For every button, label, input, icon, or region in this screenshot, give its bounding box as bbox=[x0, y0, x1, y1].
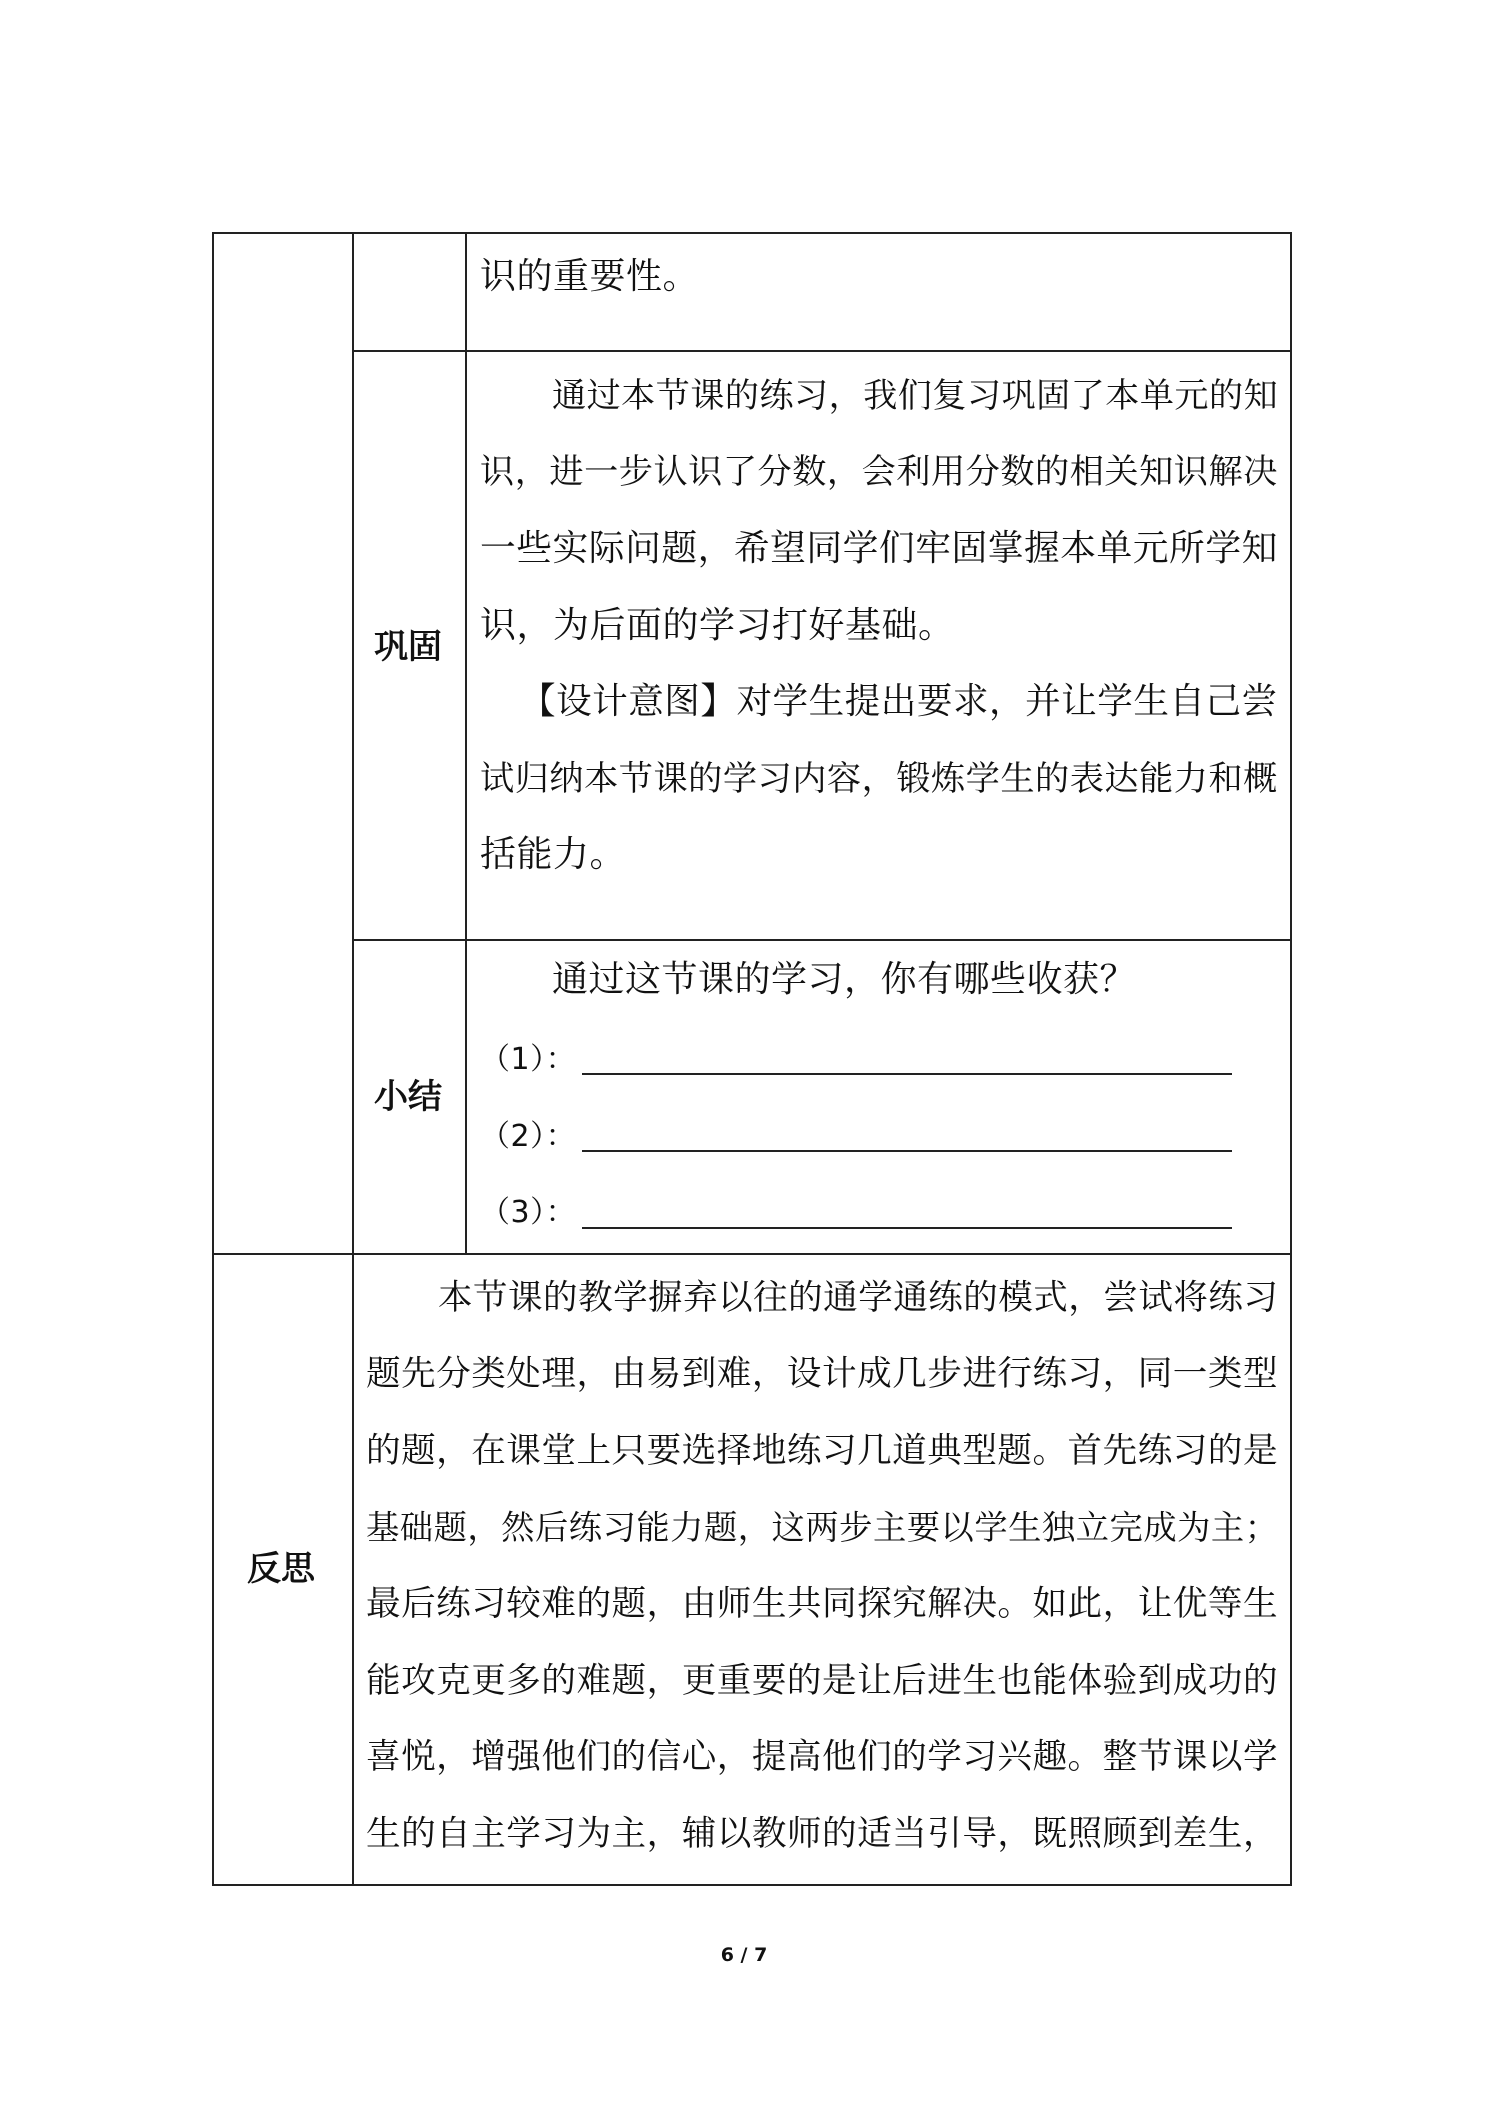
answer-line-3 bbox=[582, 1227, 1232, 1229]
column-divider-2 bbox=[465, 232, 467, 1255]
reflection-line: 生的自主学习为主，辅以教师的适当引导，既照顾到差生， bbox=[366, 1814, 1279, 1854]
column-divider-1 bbox=[352, 232, 354, 1886]
reflection-line: 本节课的教学摒弃以往的通学通练的模式，尝试将练习 bbox=[438, 1278, 1279, 1318]
continuation-text: 识的重要性。 bbox=[480, 256, 700, 297]
table-border-top bbox=[212, 232, 1292, 234]
summary-item-3: （3）： bbox=[480, 1195, 577, 1230]
table-border-right bbox=[1290, 232, 1292, 1886]
reflection-label: 反思 bbox=[247, 1549, 315, 1589]
consolidate-line: 【设计意图】对学生提出要求，并让学生自己尝 bbox=[520, 681, 1278, 722]
reflection-line: 题先分类处理，由易到难，设计成几步进行练习，同一类型 bbox=[366, 1354, 1279, 1394]
consolidate-label: 巩固 bbox=[374, 627, 442, 667]
consolidate-line: 一些实际问题，希望同学们牢固掌握本单元所学知 bbox=[480, 528, 1278, 569]
reflection-line: 最后练习较难的题，由师生共同探究解决。如此，让优等生 bbox=[366, 1584, 1279, 1624]
answer-line-1 bbox=[582, 1073, 1232, 1075]
row-divider-1 bbox=[352, 350, 1292, 352]
reflection-line: 基础题，然后练习能力题，这两步主要以学生独立完成为主； bbox=[366, 1508, 1279, 1547]
row-divider-2 bbox=[352, 939, 1292, 941]
consolidate-line: 识，进一步认识了分数，会利用分数的相关知识解决 bbox=[480, 452, 1278, 492]
summary-label: 小结 bbox=[374, 1077, 442, 1117]
summary-item-2: （2）： bbox=[480, 1119, 577, 1154]
reflection-line: 的题，在课堂上只要选择地练习几道典型题。首先练习的是 bbox=[366, 1431, 1279, 1471]
consolidate-line: 括能力。 bbox=[480, 834, 627, 875]
table-border-bottom bbox=[212, 1884, 1292, 1886]
consolidate-line: 识，为后面的学习打好基础。 bbox=[480, 605, 955, 646]
summary-question: 通过这节课的学习，你有哪些收获？ bbox=[552, 959, 1137, 1000]
table-border-left bbox=[212, 232, 214, 1886]
page-number: 6 / 7 bbox=[720, 1944, 768, 1966]
reflection-line: 喜悦，增强他们的信心，提高他们的学习兴趣。整节课以学 bbox=[366, 1737, 1279, 1777]
answer-line-2 bbox=[582, 1150, 1232, 1152]
summary-item-1: （1）： bbox=[480, 1042, 577, 1077]
row-divider-3 bbox=[212, 1253, 1292, 1255]
consolidate-line: 试归纳本节课的学习内容，锻炼学生的表达能力和概 bbox=[480, 759, 1278, 799]
consolidate-line: 通过本节课的练习，我们复习巩固了本单元的知 bbox=[552, 376, 1279, 416]
reflection-line: 能攻克更多的难题，更重要的是让后进生也能体验到成功的 bbox=[366, 1661, 1279, 1701]
